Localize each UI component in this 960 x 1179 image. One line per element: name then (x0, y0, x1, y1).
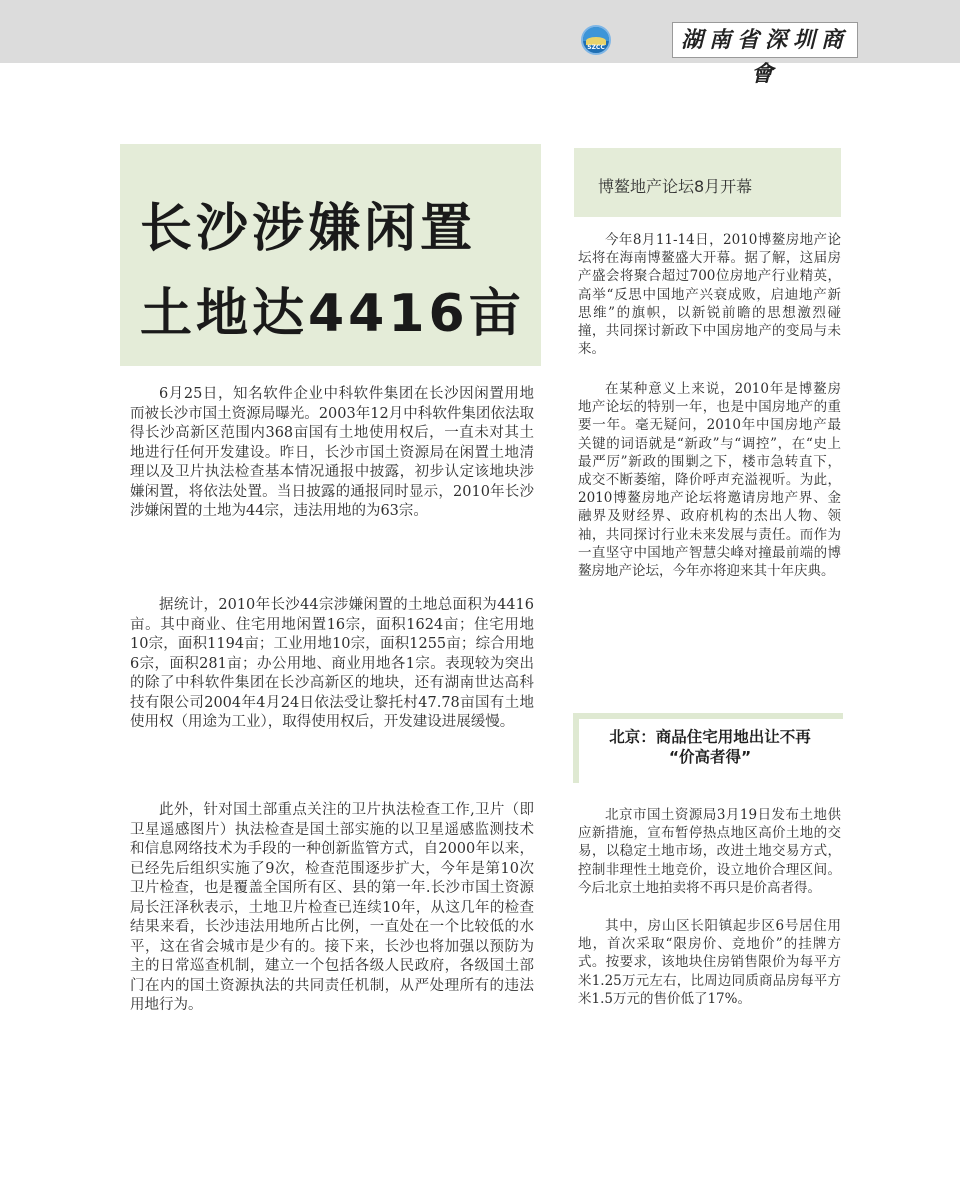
main-title-line-2: 土地达4416亩 (140, 284, 525, 344)
side-article-2-paragraph-2: 其中，房山区长阳镇起步区6号居住用地，首次采取“限房价、竞地价”的挂牌方式。按要求，该地块住房销售限价为每平方米1.25万元左右，比周边同质商品房每平方米1.5万元的售价低了17%。 (578, 918, 841, 1007)
side-article-1-paragraph-2: 在某种意义上来说，2010年是博鳌房地产论坛的特别一年，也是中国房地产的重要一年。毫无疑问，2010年中国房地产最关键的词语就是“新政”与“调控”，在“史上最严厉”新政的围剿之下，楼市急转直下，成交不断萎缩，降价呼声充溢视听。为此，2010博鳌房地产论坛将邀请房地产界、金融界及财经界、政府机构的杰出人物、领袖，共同探讨行业未来发展与责任。而作为一直坚守中国地产智慧尖峰对撞最前端的博鳌房地产论坛，今年亦将迎来其十年庆典。 (578, 381, 841, 580)
side-article-1-heading (574, 148, 841, 217)
main-paragraph-2: 据统计，2010年长沙44宗涉嫌闲置的土地总面积为4416亩。其中商业、住宅用地闲置16宗，面积1624亩；住宅用地10宗，面积1194亩；工业用地10宗，面积1255亩；综合用地6宗，面积281亩；办公用地、商业用地各1宗。表现较为突出的除了中科软件集团在长沙高新区的地块，还有湖南世达高科技有限公司2004年4月24日依法受让黎托村47.78亩国有土地使用权（用途为工业），取得使用权后，开发建设进展缓慢。 (130, 597, 534, 730)
organization-name: 湖南省深圳商會 (672, 22, 858, 58)
side-article-2-paragraph-1: 北京市国土资源局3月19日发布土地供应新措施，宣布暂停热点地区高价土地的交易，以稳定土地市场，改进土地交易方式，控制非理性土地竞价，设立地价合理区间。今后北京土地拍卖将不再只是价高者得。 (578, 807, 841, 896)
header-bar (0, 0, 960, 87)
szcc-logo-icon (581, 25, 611, 55)
main-title-panel (120, 144, 541, 366)
logo-text: SZCC (587, 44, 605, 51)
side-article-2-title-line-1: 北京：商品住宅用地出让不再 (609, 728, 811, 746)
side-article-2-title-line-2: “价高者得” (668, 748, 752, 766)
side-article-2-heading (573, 713, 843, 783)
main-paragraph-3: 此外，针对国土部重点关注的卫片执法检查工作,卫片（即卫星遥感图片）执法检查是国土部实施的以卫星遥感监测技术和信息网络技术为手段的一种创新监管方式，自2000年以来，已经先后组织实施了9次，检查范围逐步扩大，今年是第10次卫片检查，也是覆盖全国所有区、县的第一年.长沙市国土资源局长汪泽秋表示，土地卫片检查已连续10年，从这几年的检查结果来看，长沙违法用地所占比例，一直处在一个比较低的水平，这在省会城市是少有的。接下来，长沙也将加强以预防为主的日常巡查机制，建立一个包括各级人民政府，各级国土部门在内的国土资源执法的共同责任机制，从严处理所有的违法用地行为。 (130, 802, 534, 1013)
side-article-1-title: 博鳌地产论坛8月开幕 (598, 177, 753, 196)
main-paragraph-1: 6月25日，知名软件企业中科软件集团在长沙因闲置用地而被长沙市国土资源局曝光。2003年12月中科软件集团依法取得长沙高新区范围内368亩国有土地使用权后，一直未对其土地进行任何开发建设。昨日，长沙市国土资源局在闲置土地清理以及卫片执法检查基本情况通报中披露，初步认定该地块涉嫌闲置，将依法处置。当日披露的通报同时显示，2010年长沙涉嫌闲置的土地为44宗，违法用地的为63宗。 (130, 386, 534, 519)
main-title-line-1: 长沙涉嫌闲置 (140, 199, 477, 259)
side-article-1-paragraph-1: 今年8月11-14日，2010博鳌房地产论坛将在海南博鳌盛大开幕。据了解，这届房产盛会将聚合超过700位房地产行业精英，高举“反思中国地产兴衰成败，启迪地产新思维”的旗帜，以新锐前瞻的思想激烈碰撞，共同探讨新政下中国房地产的变局与未来。 (578, 232, 841, 358)
side-article-2-title (585, 727, 835, 767)
